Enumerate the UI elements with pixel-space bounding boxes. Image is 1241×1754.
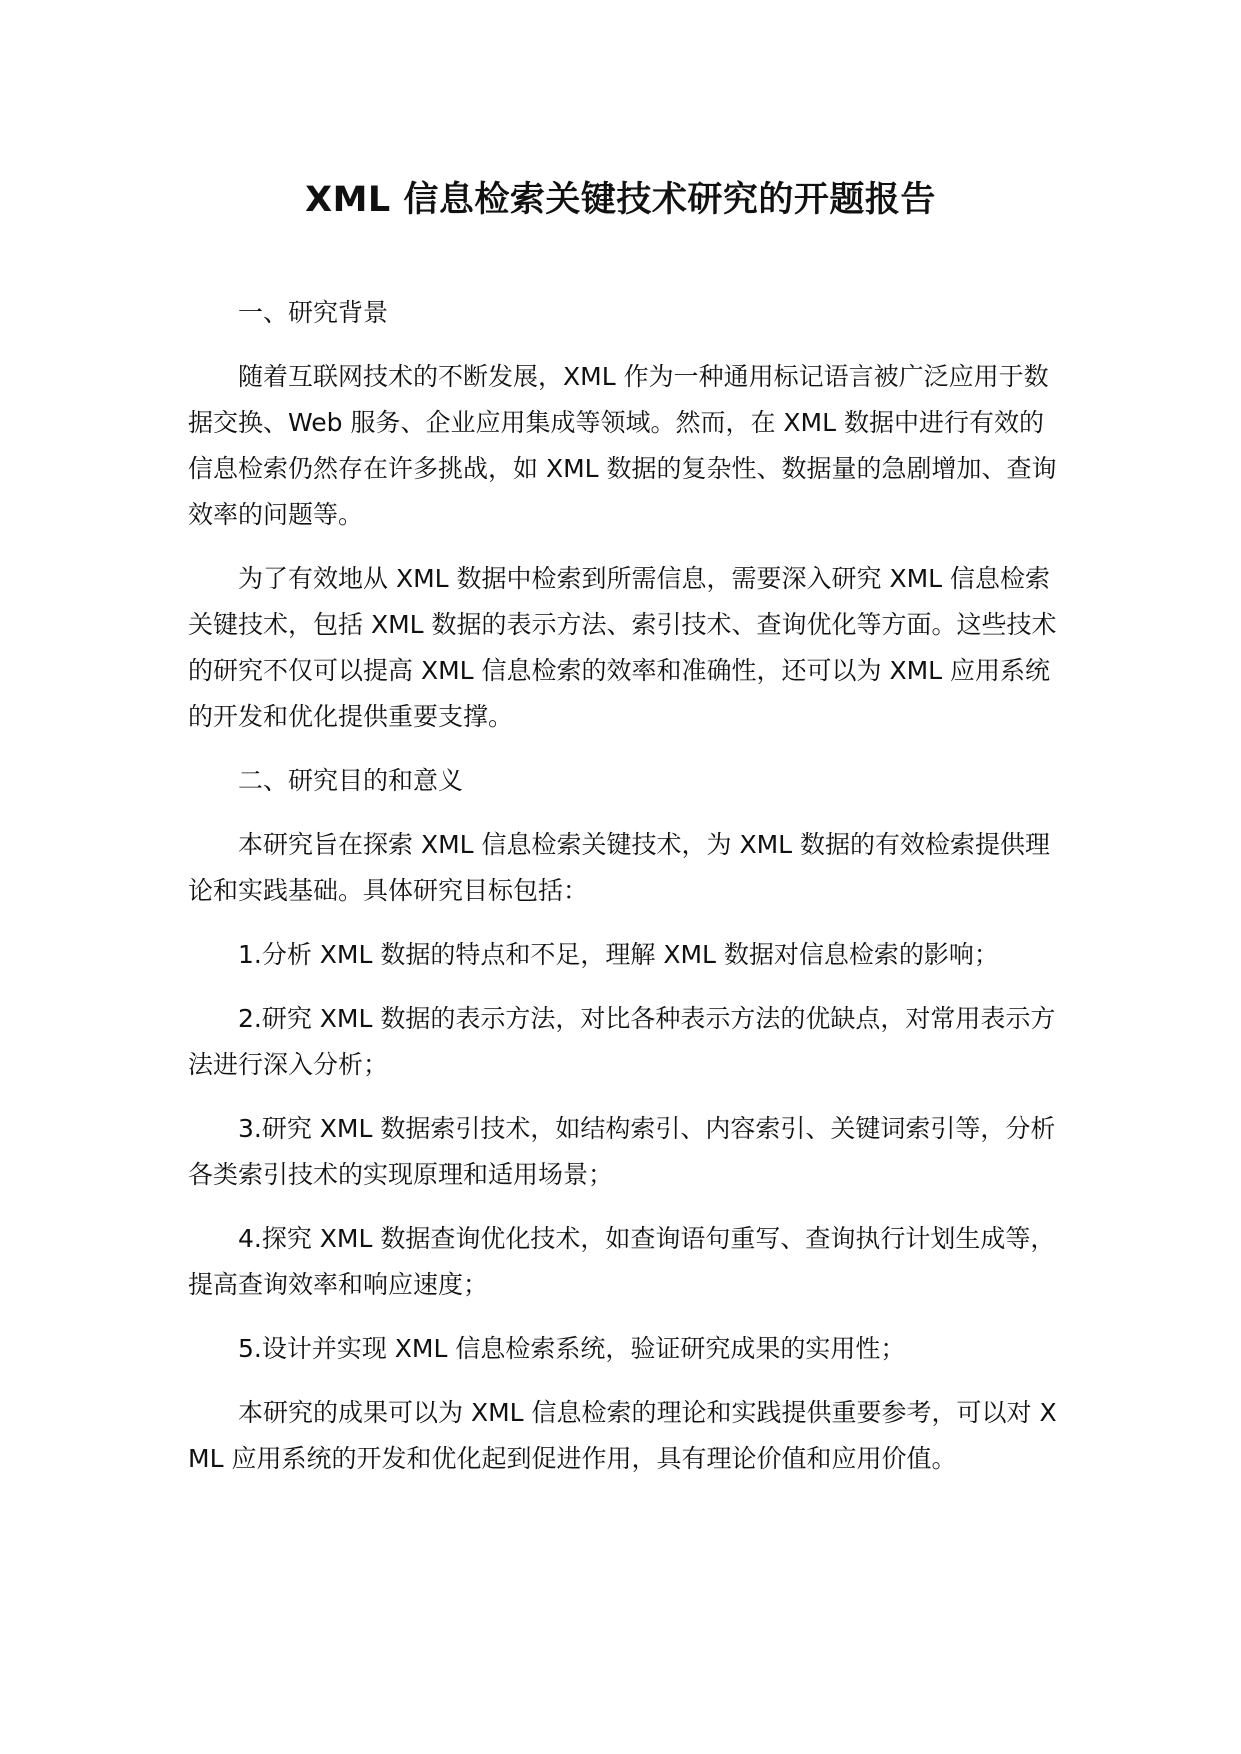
goal-item-5: 5.设计并实现 XML 信息检索系统，验证研究成果的实用性； bbox=[238, 1334, 906, 1363]
section-heading-purpose: 二、研究目的和意义 bbox=[238, 766, 464, 795]
goal-item-1: 1.分析 XML 数据的特点和不足，理解 XML 数据对信息检索的影响； bbox=[238, 940, 999, 969]
purpose-intro-paragraph: 本研究旨在探索 XML 信息检索关键技术，为 XML 数据的有效检索提供理论和实践基础。具体研究目标包括： bbox=[188, 830, 1051, 905]
goal-item-3: 3.研究 XML 数据索引技术，如结构索引、内容索引、关键词索引等，分析各类索引技术的实现原理和适用场景； bbox=[188, 1114, 1056, 1189]
goal-item-4: 4.探究 XML 数据查询优化技术，如查询语句重写、查询执行计划生成等，提高查询效率和响应速度； bbox=[188, 1224, 1056, 1299]
purpose-conclusion-paragraph: 本研究的成果可以为 XML 信息检索的理论和实践提供重要参考，可以对 XML 应用系统的开发和优化起到促进作用，具有理论价值和应用价值。 bbox=[188, 1398, 1057, 1473]
document-title: XML 信息检索关键技术研究的开题报告 bbox=[305, 180, 936, 220]
goal-item-2: 2.研究 XML 数据的表示方法，对比各种表示方法的优缺点，对常用表示方法进行深入分析； bbox=[188, 1004, 1056, 1079]
section-heading-background: 一、研究背景 bbox=[238, 298, 389, 327]
document-body bbox=[188, 290, 1058, 1500]
background-paragraph-2: 为了有效地从 XML 数据中检索到所需信息，需要深入研究 XML 信息检索关键技术，包括 XML 数据的表示方法、索引技术、查询优化等方面。这些技术的研究不仅可以提高 XML 信息检索的效率和准确性，还可以为 XML 应用系统的开发和优化提供重要支撑。 bbox=[188, 564, 1057, 731]
background-paragraph-1: 随着互联网技术的不断发展，XML 作为一种通用标记语言被广泛应用于数据交换、Web 服务、企业应用集成等领域。然而，在 XML 数据中进行有效的信息检索仍然存在许多挑战，如 XML 数据的复杂性、数据量的急剧增加、查询效率的问题等。 bbox=[188, 362, 1057, 529]
